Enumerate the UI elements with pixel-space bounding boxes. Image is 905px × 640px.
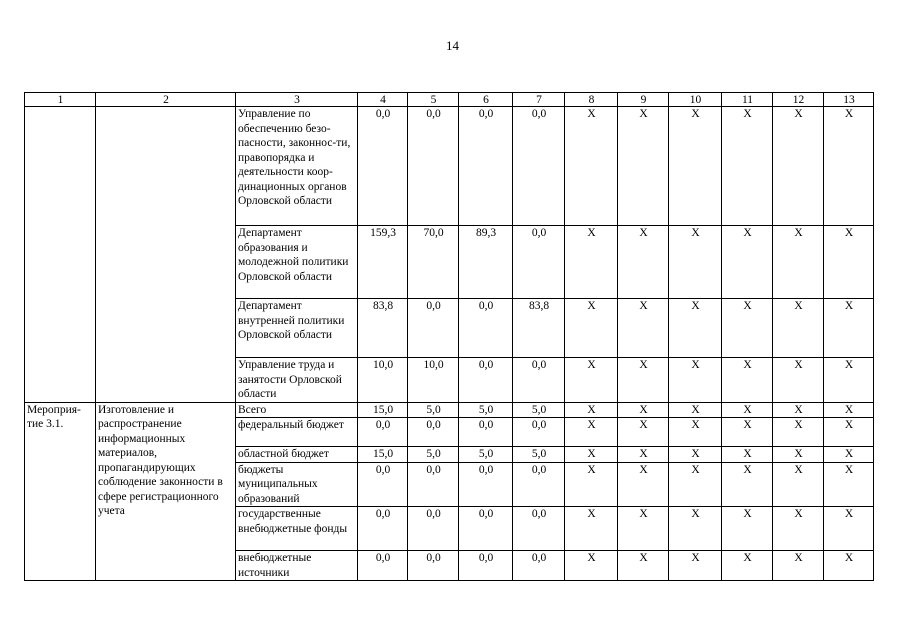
value-cell: Х <box>722 418 773 447</box>
value-cell: 5,0 <box>459 447 513 463</box>
value-cell: 0,0 <box>408 462 459 507</box>
value-cell: 83,8 <box>513 299 565 358</box>
value-cell: Х <box>669 402 722 418</box>
value-cell: 0,0 <box>358 418 408 447</box>
value-cell: Х <box>618 551 669 581</box>
value-cell: Х <box>565 418 618 447</box>
column-header-11: 11 <box>722 93 773 107</box>
blank-cell <box>96 107 236 403</box>
page-number: 14 <box>446 38 459 53</box>
value-cell: Х <box>824 447 874 463</box>
value-cell: Х <box>565 447 618 463</box>
funding-source: областной бюджет <box>236 447 358 463</box>
value-cell: Х <box>565 358 618 403</box>
funding-source: государственные внебюджетные фонды <box>236 507 358 551</box>
value-cell: 0,0 <box>408 551 459 581</box>
value-cell: Х <box>824 107 874 226</box>
funding-source: Всего <box>236 402 358 418</box>
budget-table-body <box>25 93 874 581</box>
value-cell: Х <box>618 447 669 463</box>
value-cell: 0,0 <box>513 462 565 507</box>
column-header-7: 7 <box>513 93 565 107</box>
value-cell: 0,0 <box>513 418 565 447</box>
value-cell: Х <box>565 551 618 581</box>
value-cell: Х <box>824 551 874 581</box>
value-cell: Х <box>565 402 618 418</box>
value-cell: Х <box>669 447 722 463</box>
value-cell: Х <box>618 462 669 507</box>
value-cell: Х <box>565 299 618 358</box>
value-cell: 89,3 <box>459 226 513 299</box>
column-header-6: 6 <box>459 93 513 107</box>
table-row <box>25 107 874 226</box>
value-cell: Х <box>824 358 874 403</box>
value-cell: Х <box>565 507 618 551</box>
funding-source: бюджеты муниципальных образований <box>236 462 358 507</box>
value-cell: Х <box>824 226 874 299</box>
column-header-13: 13 <box>824 93 874 107</box>
value-cell: 0,0 <box>358 107 408 226</box>
value-cell: Х <box>824 299 874 358</box>
value-cell: Х <box>722 226 773 299</box>
value-cell: 70,0 <box>408 226 459 299</box>
value-cell: 5,0 <box>513 447 565 463</box>
value-cell: 15,0 <box>358 402 408 418</box>
value-cell: Х <box>773 551 824 581</box>
value-cell: Х <box>618 418 669 447</box>
value-cell: Х <box>669 358 722 403</box>
measure-label: Мероприя-тие 3.1. <box>25 402 96 581</box>
value-cell: Х <box>824 418 874 447</box>
value-cell: 0,0 <box>459 507 513 551</box>
value-cell: Х <box>722 107 773 226</box>
value-cell: Х <box>722 358 773 403</box>
value-cell: 0,0 <box>459 418 513 447</box>
column-header-8: 8 <box>565 93 618 107</box>
value-cell: Х <box>722 447 773 463</box>
value-cell: Х <box>618 107 669 226</box>
value-cell: 0,0 <box>408 299 459 358</box>
column-header-5: 5 <box>408 93 459 107</box>
value-cell: Х <box>773 507 824 551</box>
value-cell: 5,0 <box>513 402 565 418</box>
value-cell: Х <box>722 299 773 358</box>
value-cell: 0,0 <box>459 107 513 226</box>
value-cell: 15,0 <box>358 447 408 463</box>
executor-name: Департамент образования и молодежной политики Орловской области <box>236 226 358 299</box>
value-cell: Х <box>773 226 824 299</box>
value-cell: Х <box>618 358 669 403</box>
value-cell: Х <box>722 462 773 507</box>
executor-name: Департамент внутренней политики Орловской области <box>236 299 358 358</box>
value-cell: 0,0 <box>513 551 565 581</box>
value-cell: 10,0 <box>358 358 408 403</box>
value-cell: Х <box>773 447 824 463</box>
value-cell: Х <box>669 418 722 447</box>
value-cell: Х <box>565 107 618 226</box>
value-cell: 0,0 <box>408 418 459 447</box>
value-cell: 10,0 <box>408 358 459 403</box>
column-header-9: 9 <box>618 93 669 107</box>
funding-source: внебюджетные источники <box>236 551 358 581</box>
table-header-row <box>25 93 874 107</box>
value-cell: Х <box>773 402 824 418</box>
value-cell: Х <box>722 551 773 581</box>
value-cell: Х <box>722 507 773 551</box>
funding-source: федеральный бюджет <box>236 418 358 447</box>
value-cell: Х <box>722 402 773 418</box>
value-cell: Х <box>618 226 669 299</box>
value-cell: 0,0 <box>358 462 408 507</box>
value-cell: Х <box>773 299 824 358</box>
column-header-2: 2 <box>96 93 236 107</box>
value-cell: Х <box>773 418 824 447</box>
value-cell: 83,8 <box>358 299 408 358</box>
value-cell: 0,0 <box>459 551 513 581</box>
value-cell: Х <box>565 462 618 507</box>
value-cell: 5,0 <box>459 402 513 418</box>
value-cell: Х <box>669 299 722 358</box>
budget-table <box>24 92 874 581</box>
column-header-1: 1 <box>25 93 96 107</box>
value-cell: 5,0 <box>408 402 459 418</box>
value-cell: Х <box>824 462 874 507</box>
value-cell: 0,0 <box>513 358 565 403</box>
value-cell: Х <box>824 507 874 551</box>
value-cell: Х <box>824 402 874 418</box>
executor-name: Управление труда и занятости Орловской области <box>236 358 358 403</box>
value-cell: 0,0 <box>459 299 513 358</box>
executor-name: Управление по обеспечению безо-пасности, законнос-ти, правопорядка и деятельности коор-динационных органов Орловской области <box>236 107 358 226</box>
value-cell: Х <box>618 299 669 358</box>
value-cell: 0,0 <box>513 226 565 299</box>
measure-description: Изготовление и распространение информационных материалов, пропагандирующих соблюдение законности в сфере регистрационного учета <box>96 402 236 581</box>
value-cell: Х <box>773 107 824 226</box>
value-cell: Х <box>669 226 722 299</box>
value-cell: 0,0 <box>513 507 565 551</box>
value-cell: 0,0 <box>358 551 408 581</box>
value-cell: Х <box>669 551 722 581</box>
value-cell: Х <box>773 358 824 403</box>
column-header-10: 10 <box>669 93 722 107</box>
value-cell: Х <box>669 462 722 507</box>
value-cell: Х <box>618 402 669 418</box>
value-cell: 0,0 <box>513 107 565 226</box>
value-cell: 0,0 <box>408 107 459 226</box>
value-cell: 0,0 <box>358 507 408 551</box>
column-header-3: 3 <box>236 93 358 107</box>
value-cell: Х <box>618 507 669 551</box>
value-cell: 5,0 <box>408 447 459 463</box>
value-cell: Х <box>669 107 722 226</box>
value-cell: Х <box>565 226 618 299</box>
value-cell: 0,0 <box>459 462 513 507</box>
table-row <box>25 402 874 418</box>
column-header-12: 12 <box>773 93 824 107</box>
column-header-4: 4 <box>358 93 408 107</box>
value-cell: Х <box>669 507 722 551</box>
blank-cell <box>25 107 96 403</box>
value-cell: 0,0 <box>459 358 513 403</box>
value-cell: 159,3 <box>358 226 408 299</box>
value-cell: 0,0 <box>408 507 459 551</box>
value-cell: Х <box>773 462 824 507</box>
